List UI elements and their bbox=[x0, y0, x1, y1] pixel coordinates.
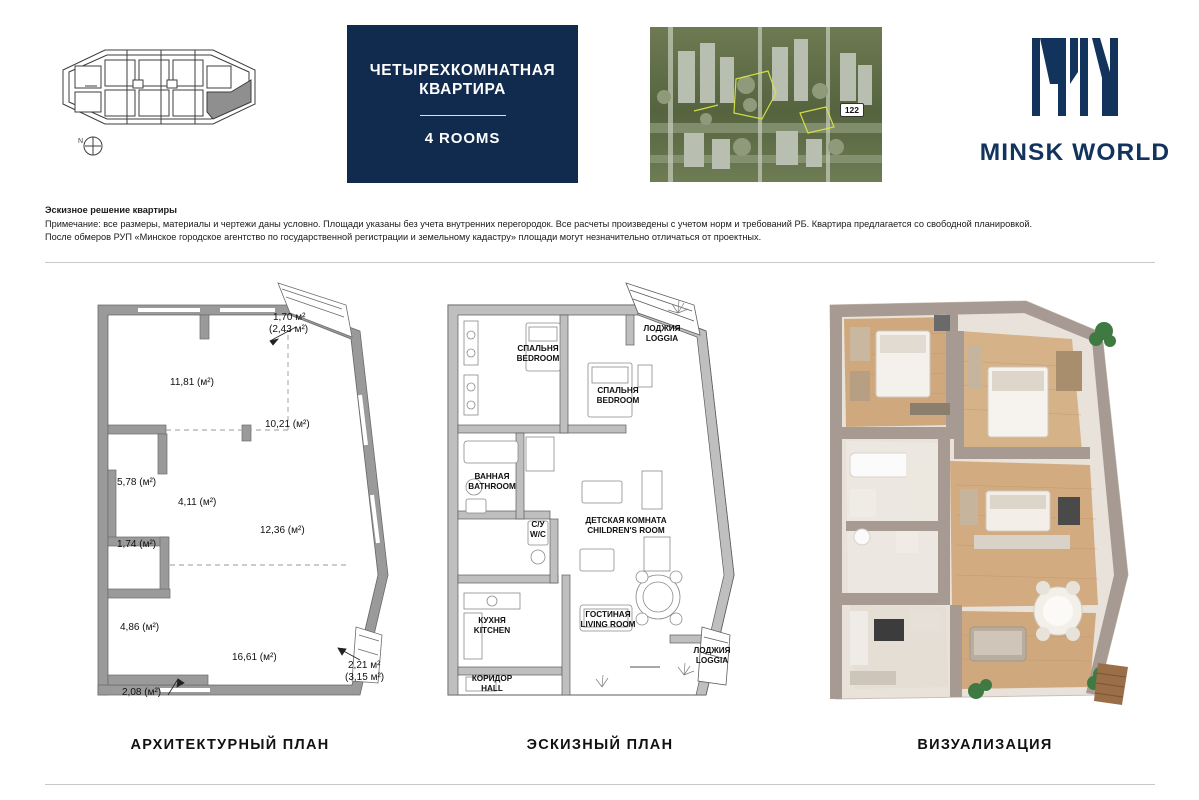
room-label-en: LOGGIA bbox=[695, 656, 729, 665]
sketch-plan bbox=[430, 275, 770, 753]
room-label-ru: ЛОДЖИЯ bbox=[643, 324, 681, 333]
area-label: 4,86 (м²) bbox=[120, 622, 160, 633]
header-divider bbox=[45, 262, 1155, 263]
area-label: 11,81 (м²) bbox=[170, 377, 214, 388]
area-label: 12,36 (м²) bbox=[260, 525, 305, 536]
architectural-plan-caption: АРХИТЕКТУРНЫЙ ПЛАН bbox=[130, 737, 330, 753]
visualization-plan bbox=[810, 275, 1160, 753]
title-divider bbox=[420, 115, 506, 116]
area-label: 1,70 м² bbox=[273, 312, 306, 323]
room-label-ru: ГОСТИНАЯ bbox=[585, 610, 631, 619]
sketch-plan-drawing bbox=[430, 275, 770, 730]
notes-line-1: Примечание: все размеры, материалы и чертежи даны условно. Площади указаны без учета внутренних перегородок. Все расчеты произведены с учетом норм и требований РБ. Квартира предлагается со свободной планировкой. bbox=[45, 219, 1033, 229]
room-label-en: CHILDREN'S ROOM bbox=[587, 526, 665, 535]
room-label-en: BEDROOM bbox=[516, 354, 560, 363]
architectural-plan-drawing bbox=[60, 275, 400, 730]
document-header bbox=[0, 0, 1199, 185]
aerial-building-badge: 122 bbox=[840, 103, 864, 117]
visualization-caption: ВИЗУАЛИЗАЦИЯ bbox=[917, 737, 1053, 753]
brand-name: MINSK WORLD bbox=[979, 139, 1171, 166]
area-label: (3,15 м²) bbox=[345, 672, 385, 683]
area-label: 5,78 (м²) bbox=[117, 477, 157, 488]
building-key-plan bbox=[45, 22, 270, 162]
room-label-ru: КУХНЯ bbox=[478, 616, 506, 625]
area-label: (2,43 м²) bbox=[269, 324, 309, 335]
room-label-en: HALL bbox=[481, 684, 503, 693]
room-label-en: KITCHEN bbox=[473, 626, 511, 635]
title-ru-line2: КВАРТИРА bbox=[419, 81, 506, 98]
architectural-plan bbox=[60, 275, 400, 753]
sketch-plan-caption: ЭСКИЗНЫЙ ПЛАН bbox=[526, 737, 674, 753]
minsk-world-logo-icon bbox=[960, 32, 1190, 128]
notes-title: Эскизное решение квартиры bbox=[45, 205, 177, 215]
area-label: 16,61 (м²) bbox=[232, 652, 277, 663]
room-label-ru: С/У bbox=[531, 520, 545, 529]
legal-notes bbox=[45, 205, 1160, 245]
room-label-ru: ВАННАЯ bbox=[474, 472, 510, 481]
room-label-en: LOGGIA bbox=[645, 334, 679, 343]
apartment-title-box bbox=[347, 25, 578, 183]
room-label-en: BEDROOM bbox=[596, 396, 640, 405]
room-label-ru: СПАЛЬНЯ bbox=[517, 344, 559, 353]
title-en: 4 ROOMS bbox=[424, 130, 501, 148]
key-plan-drawing bbox=[45, 22, 270, 162]
room-label-en: BATHROOM bbox=[468, 482, 516, 491]
area-label: 4,11 (м²) bbox=[178, 497, 217, 508]
brand-block bbox=[960, 32, 1190, 167]
compass-icon bbox=[78, 137, 102, 155]
plans-row bbox=[0, 275, 1199, 775]
room-label-en: LIVING ROOM bbox=[580, 620, 636, 629]
notes-line-2: После обмеров РУП «Минское городское агентство по государственной регистрации и земельному кадастру» площади могут незначительно отличаться от проектных. bbox=[45, 232, 762, 243]
area-label: 2,21 м² bbox=[348, 660, 381, 671]
room-label-en: W/C bbox=[530, 530, 546, 539]
title-ru-line1: ЧЕТЫРЕХКОМНАТНАЯ bbox=[369, 61, 556, 79]
room-label-ru: КОРИДОР bbox=[471, 674, 513, 683]
aerial-site-photo bbox=[650, 27, 882, 182]
footer-divider bbox=[45, 784, 1155, 785]
room-label-ru: ДЕТСКАЯ КОМНАТА bbox=[585, 516, 667, 525]
area-label: 1,74 (м²) bbox=[117, 539, 157, 550]
area-label: 10,21 (м²) bbox=[265, 419, 310, 430]
room-label-ru: СПАЛЬНЯ bbox=[597, 386, 639, 395]
visualization-render bbox=[810, 275, 1160, 730]
area-label: 2,08 (м²) bbox=[122, 687, 162, 698]
compass-north-label: N bbox=[78, 138, 84, 145]
room-label-ru: ЛОДЖИЯ bbox=[693, 646, 731, 655]
